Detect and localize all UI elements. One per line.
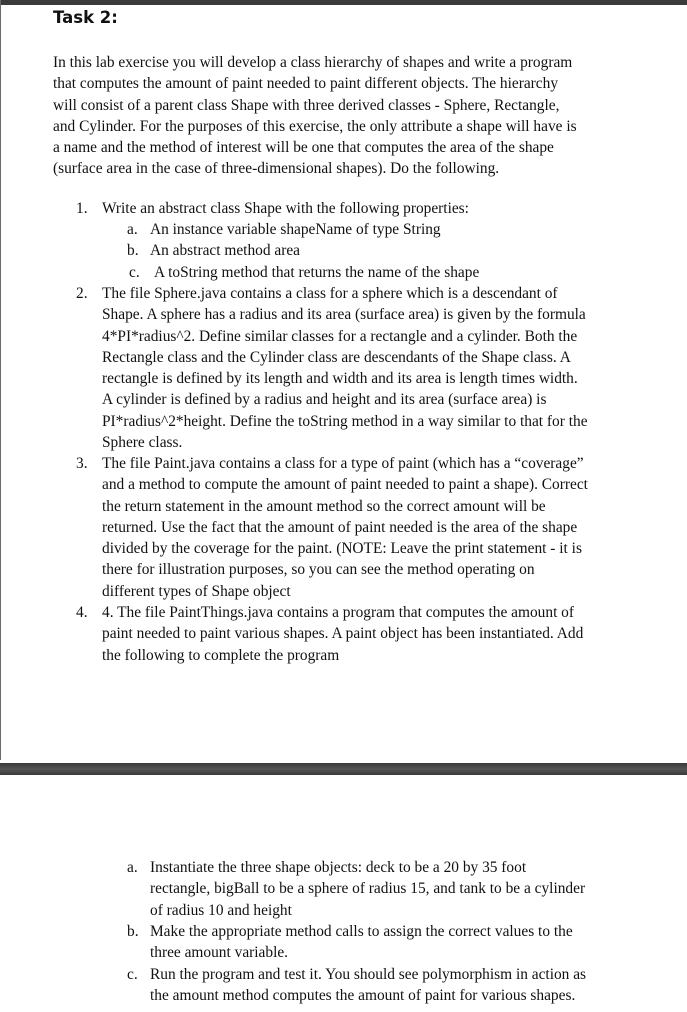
step-number: 4. (76, 604, 88, 621)
step-line: returned. Use the fact that the amount of paint needed is the area of the shape (102, 518, 578, 536)
step-line: PI*radius^2*height. Define the toString method in a way similar to that for the (102, 412, 588, 430)
sub-item-marker: b. (127, 923, 139, 940)
intro-line: and Cylinder. For the purposes of this exercise, the only attribute a shape will have is (53, 117, 577, 135)
document-page-2 (0, 775, 687, 1012)
step-1-text: Write an abstract class Shape with the following properties: (102, 200, 469, 217)
step-line: rectangle is defined by its length and width and its area is length times width. (102, 370, 578, 388)
sub-item-marker: b. (127, 242, 139, 259)
step-number: 3. (76, 455, 88, 472)
sub-item-line: three amount variable. (150, 944, 289, 962)
step-3-text (102, 453, 632, 602)
page-top-border (0, 0, 687, 5)
step-line: A cylinder is defined by a radius and height and its area (surface area) is (102, 391, 547, 409)
step-line: and a method to compute the amount of paint needed to paint a shape). Correct (102, 476, 588, 494)
sub-item-marker: c. (129, 264, 140, 281)
step-4-text (102, 602, 632, 666)
sub-item-text (150, 857, 620, 921)
intro-line: will consist of a parent class Shape with three derived classes - Sphere, Rectangle, (53, 96, 560, 114)
step-line: 4*PI*radius^2. Define similar classes for a rectangle and a cylinder. Both the (102, 327, 578, 345)
sub-item-marker: a. (127, 859, 138, 876)
step-line: The file Paint.java contains a class for a type of paint (which has a “coverage” (102, 455, 584, 472)
sub-item-text: An abstract method area (150, 242, 300, 259)
sub-item-text (150, 921, 620, 964)
step-line: Shape. A sphere has a radius and its area (surface area) is given by the formula (102, 306, 586, 324)
step-line: the following to complete the program (102, 646, 340, 664)
step-line: The file Sphere.java contains a class for a sphere which is a descendant of (102, 285, 558, 302)
step-number: 1. (76, 200, 88, 217)
sub-item-line: Run the program and test it. You should see polymorphism in action as (150, 966, 587, 983)
intro-line: In this lab exercise you will develop a class hierarchy of shapes and write a program (53, 54, 573, 71)
sub-item-line: Make the appropriate method calls to assign the correct values to the (150, 923, 573, 940)
step-line: 4. The file PaintThings.java contains a program that computes the amount of (102, 604, 575, 621)
sub-item-text (150, 964, 620, 1007)
sub-item-marker: c. (127, 966, 138, 983)
step-line: paint needed to paint various shapes. A paint object has been instantiated. Add (102, 625, 584, 643)
step-line: there for illustration purposes, so you can see the method operating on (102, 561, 535, 579)
intro-line: a name and the method of interest will be one that computes the area of the shape (53, 139, 554, 157)
step-line: Rectangle class and the Cylinder class are descendants of the Shape class. A (102, 348, 571, 366)
sub-item-text: An instance variable shapeName of type String (150, 221, 441, 238)
sub-item-line: the amount method computes the amount of paint for various shapes. (150, 987, 576, 1005)
sub-item-line: of radius 10 and height (150, 901, 292, 919)
step-2-text (102, 283, 632, 453)
page-left-border (0, 0, 1, 760)
intro-paragraph (53, 52, 623, 180)
intro-line: (surface area in the case of three-dimensional shapes). Do the following. (53, 160, 500, 178)
task-title: Task 2: (53, 8, 118, 27)
intro-line: that computes the amount of paint needed to paint different objects. The hierarchy (53, 75, 559, 93)
sub-item-marker: a. (127, 221, 138, 238)
sub-item-line: Instantiate the three shape objects: deck to be a 20 by 35 foot (150, 859, 527, 876)
step-line: the return statement in the amount method so the correct amount will be (102, 497, 546, 515)
step-line: different types of Shape object (102, 582, 291, 600)
step-line: Sphere class. (102, 434, 183, 452)
sub-item-text: A toString method that returns the name of the shape (154, 264, 480, 281)
sub-item-line: rectangle, bigBall to be a sphere of radius 15, and tank to be a cylinder (150, 880, 586, 898)
step-line: divided by the coverage for the paint. (NOTE: Leave the print statement - it is (102, 540, 582, 558)
page-break-divider (0, 763, 687, 775)
step-number: 2. (76, 285, 88, 302)
